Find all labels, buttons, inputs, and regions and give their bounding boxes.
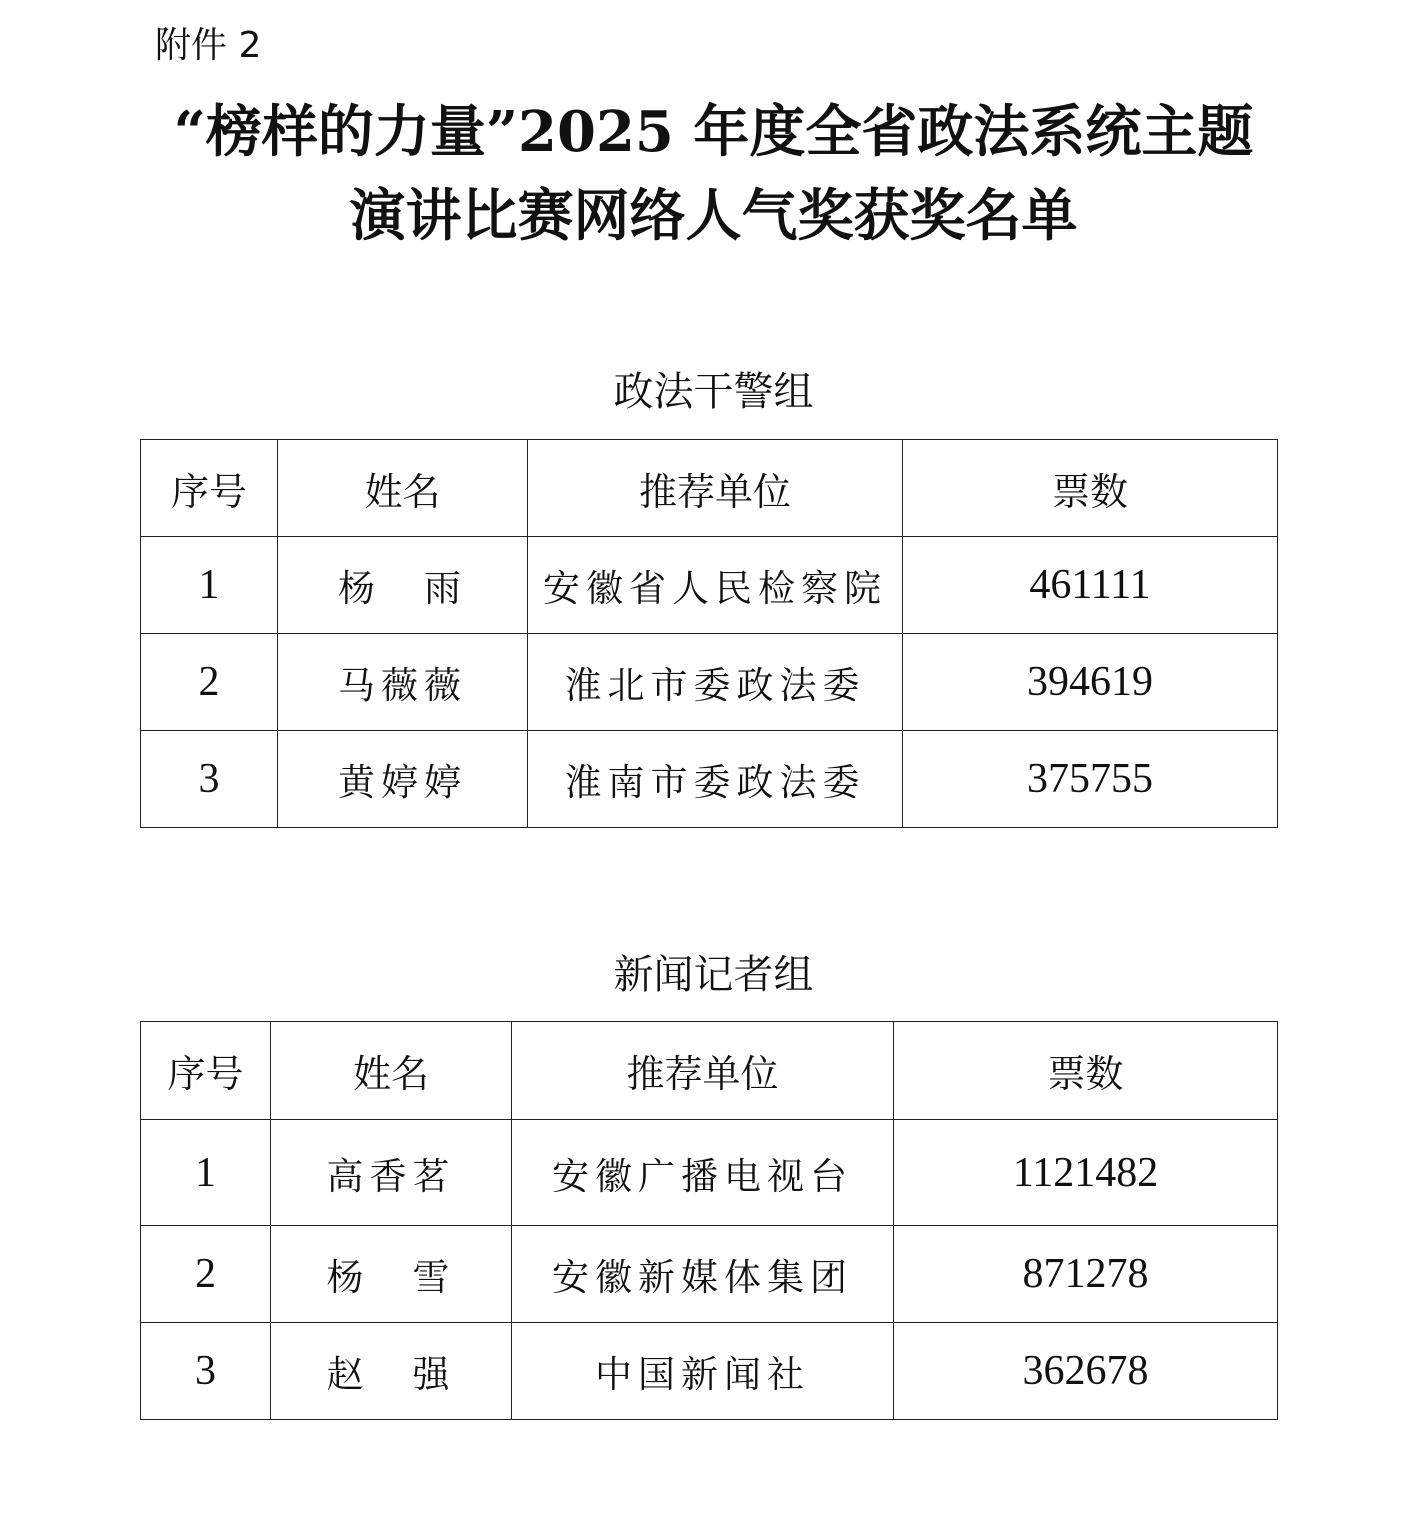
column-header-votes: 票数 xyxy=(903,440,1278,537)
cell-votes: 1121482 xyxy=(894,1120,1278,1226)
table-row xyxy=(141,1323,1278,1420)
cell-no: 2 xyxy=(141,1226,271,1323)
column-header-no: 序号 xyxy=(141,440,278,537)
cell-unit: 安徽省人民检察院 xyxy=(528,537,903,634)
column-header-no: 序号 xyxy=(141,1022,271,1120)
column-header-unit: 推荐单位 xyxy=(512,1022,894,1120)
table-header-row xyxy=(141,440,1278,537)
attachment-label: 附件 2 xyxy=(155,25,262,66)
cell-name: 马薇薇 xyxy=(278,634,528,731)
cell-name: 黄婷婷 xyxy=(278,731,528,828)
table-row xyxy=(141,731,1278,828)
cell-no: 2 xyxy=(141,634,278,731)
cell-unit: 淮南市委政法委 xyxy=(528,731,903,828)
award-table-journalists xyxy=(140,1021,1278,1420)
column-header-name: 姓名 xyxy=(271,1022,512,1120)
table-row xyxy=(141,1120,1278,1226)
cell-no: 1 xyxy=(141,537,278,634)
cell-votes: 362678 xyxy=(894,1323,1278,1420)
cell-votes: 375755 xyxy=(903,731,1278,828)
table-row xyxy=(141,634,1278,731)
column-header-name: 姓名 xyxy=(278,440,528,537)
column-header-unit: 推荐单位 xyxy=(528,440,903,537)
table-header-row xyxy=(141,1022,1278,1120)
table-row xyxy=(141,1226,1278,1323)
cell-unit: 安徽广播电视台 xyxy=(512,1120,894,1226)
cell-no: 1 xyxy=(141,1120,271,1226)
cell-votes: 871278 xyxy=(894,1226,1278,1323)
cell-votes: 394619 xyxy=(903,634,1278,731)
cell-unit: 安徽新媒体集团 xyxy=(512,1226,894,1323)
group-title-journalists: 新闻记者组 xyxy=(613,952,814,998)
cell-no: 3 xyxy=(141,1323,271,1420)
cell-name: 杨 雪 xyxy=(271,1226,512,1323)
cell-name: 杨 雨 xyxy=(278,537,528,634)
table-row xyxy=(141,537,1278,634)
cell-unit: 中国新闻社 xyxy=(512,1323,894,1420)
group-title-police: 政法干警组 xyxy=(613,369,814,415)
cell-name: 高香茗 xyxy=(271,1120,512,1226)
document-title-line-2: 演讲比赛网络人气奖获奖名单 xyxy=(349,183,1078,249)
document-title-line-1: “榜样的力量”2025 年度全省政法系统主题 xyxy=(173,99,1254,165)
cell-name: 赵 强 xyxy=(271,1323,512,1420)
cell-votes: 461111 xyxy=(903,537,1278,634)
award-table-police xyxy=(140,439,1278,828)
column-header-votes: 票数 xyxy=(894,1022,1278,1120)
cell-no: 3 xyxy=(141,731,278,828)
cell-unit: 淮北市委政法委 xyxy=(528,634,903,731)
